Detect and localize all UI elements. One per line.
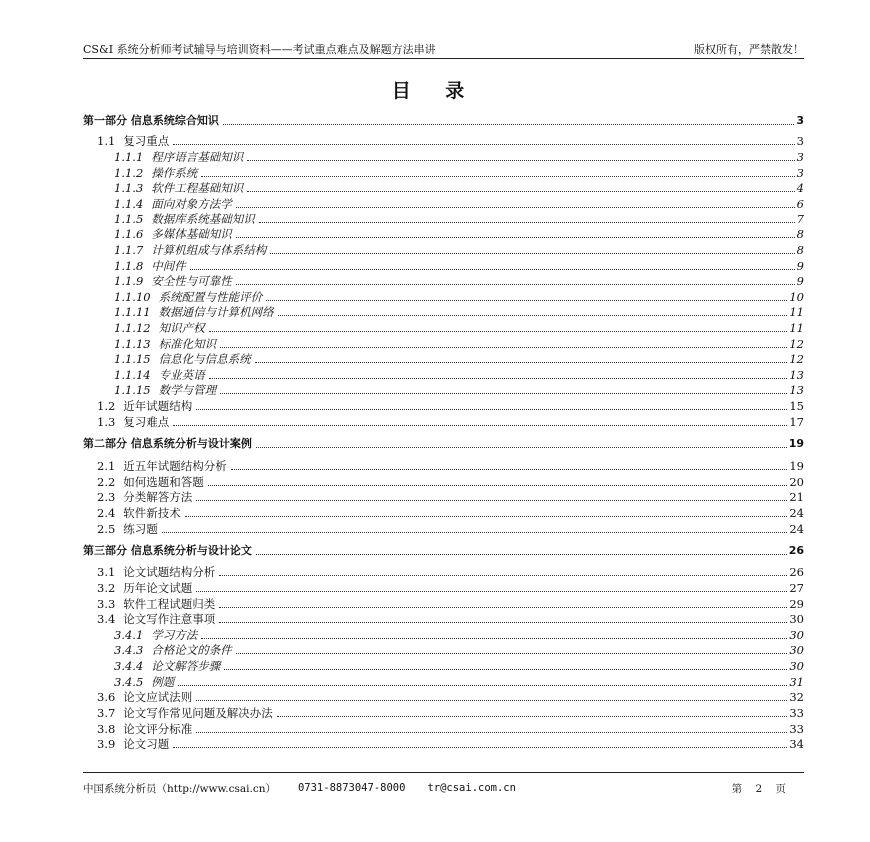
footer-phone: 0731-8873047-8000 [297,782,406,794]
toc-entry-number: 3.6 [97,690,116,704]
dot-leader [259,222,795,223]
toc-entry-text: 例题 [151,675,175,689]
toc-page-number: 33 [789,722,804,736]
dot-leader [196,409,787,410]
toc-entry-text: 知识产权 [158,321,205,335]
toc-entry[interactable] [83,212,804,226]
toc-entry[interactable] [83,659,804,673]
toc-entry-text: 论文写作常见问题及解决办法 [123,706,273,720]
toc-entry[interactable] [83,612,804,626]
toc-entry-text: 中间件 [151,259,186,273]
toc-page-number: 19 [789,459,804,473]
toc-entry[interactable] [83,259,804,273]
toc-entry-number: 2.5 [97,522,116,536]
toc-entry-label [83,197,234,211]
toc-entry[interactable] [83,706,804,720]
toc-entry-label [83,383,218,397]
toc-entry-text: 程序语言基础知识 [151,150,244,164]
dot-leader [236,237,795,238]
toc-entry[interactable] [83,290,804,304]
dot-leader [220,393,787,394]
toc-entry-label [83,399,194,413]
dot-leader [278,315,788,316]
toc-entry-number: 1.1.4 [114,197,144,211]
toc-entry-text: 多媒体基础知识 [151,227,232,241]
toc-entry-number: 1.1.15 [114,352,151,366]
toc-entry-label [83,274,234,288]
toc-entry-text: 论文试题结构分析 [123,565,216,579]
toc-entry-text: 数学与管理 [158,383,217,397]
toc-entry-label [83,166,199,180]
toc-page-number: 9 [796,274,804,288]
toc-page-number: 11 [789,321,804,335]
toc-page-number: 26 [788,544,804,557]
toc-entry-label [83,643,234,657]
toc-entry-number: 1.1.3 [114,181,144,195]
toc-entry-number: 3.4 [97,612,116,626]
dot-leader [224,669,787,670]
footer-email: tr@csai.com.cn [427,782,516,794]
toc-entry-label [83,368,207,382]
toc-entry-text: 数据库系统基础知识 [151,212,255,226]
dot-leader [247,191,794,192]
dot-leader [219,575,787,576]
toc-page-number: 12 [789,352,804,366]
toc-entry-label [83,134,171,148]
toc-entry-text: 软件工程试题归类 [123,597,216,611]
dot-leader [270,253,794,254]
toc-entry-label [83,415,171,429]
header-copyright: 版权所有，严禁散发！ [694,43,804,56]
toc-page-number: 8 [796,243,804,257]
toc-entry-label [83,522,160,536]
toc-entry-number: 1.1.15 [114,383,151,397]
toc-entry[interactable] [83,150,804,164]
toc-page-number: 11 [789,305,804,319]
toc-entry-text: 操作系统 [151,166,198,180]
footer-page-number: 第 2 页 [731,782,786,795]
dot-leader [190,269,795,270]
toc-page-number: 13 [789,383,804,397]
page-footer [83,780,804,796]
toc-entry-number: 1.2 [97,399,116,413]
dot-leader [247,160,794,161]
toc-entry-label [83,722,194,736]
dot-leader [196,500,787,501]
toc-entry-label [83,437,254,451]
toc-entry-text: 第二部分 信息系统分析与设计案例 [83,437,252,450]
toc-page-number: 3 [796,150,804,164]
toc-entry-text: 数据通信与计算机网络 [158,305,274,319]
toc-entry-text: 计算机组成与体系结构 [151,243,267,257]
toc-page-number: 9 [796,259,804,273]
toc-entry-number: 3.4.4 [114,659,144,673]
dot-leader [219,622,787,623]
toc-entry[interactable] [83,628,804,642]
toc-page-number: 3 [796,114,804,127]
toc-entry[interactable] [83,197,804,211]
toc-entry-text: 如何选题和答题 [123,475,204,489]
toc-entry-number: 2.2 [97,475,116,489]
toc-entry-label [83,290,264,304]
toc-entry-label [83,243,268,257]
toc-entry-text: 合格论文的条件 [151,643,232,657]
page-title: 目 录 [391,80,479,102]
toc-page-number: 12 [789,337,804,351]
toc-entry-label [83,305,276,319]
toc-entry-text: 信息化与信息系统 [158,352,251,366]
toc-entry-number: 1.1 [97,134,116,148]
toc-page-number: 26 [789,565,804,579]
toc-entry-text: 标准化知识 [158,337,217,351]
toc-entry[interactable] [83,243,804,257]
page-header [83,40,804,58]
toc-page-number: 30 [789,659,804,673]
toc-entry[interactable] [83,675,804,689]
toc-entry-number: 2.3 [97,490,116,504]
dot-leader [256,447,787,448]
toc-entry-number: 3.8 [97,722,116,736]
toc-entry[interactable] [83,459,804,473]
toc-page-number: 24 [789,522,804,536]
toc-entry-label [83,706,275,720]
toc-entry-label [83,659,222,673]
toc-page-number: 27 [789,581,804,595]
toc-entry-text: 近年试题结构 [123,399,193,413]
toc-entry[interactable] [83,522,804,536]
toc-page-number: 13 [789,368,804,382]
toc-entry-label [83,675,176,689]
toc-entry[interactable] [83,722,804,736]
dot-leader [196,700,787,701]
toc-entry-label [83,490,194,504]
toc-entry-number: 3.7 [97,706,116,720]
toc-page-number: 30 [789,628,804,642]
dot-leader [173,425,787,426]
toc-entry[interactable] [83,565,804,579]
toc-page-number: 33 [789,706,804,720]
toc-entry-number: 2.1 [97,459,116,473]
toc-entry-text: 论文解答步骤 [151,659,221,673]
toc-entry-label [83,321,207,335]
toc-entry-label [83,690,194,704]
dot-leader [220,347,787,348]
toc-entry-text: 第三部分 信息系统分析与设计论文 [83,544,252,557]
toc-part-entry[interactable] [83,114,804,128]
toc-entry-label [83,259,188,273]
toc-entry-text: 分类解答方法 [123,490,193,504]
toc-entry-number: 1.1.6 [114,227,144,241]
header-title: CS&I 系统分析师考试辅导与培训资料——考试重点难点及解题方法串讲 [83,43,436,56]
dot-leader [255,362,788,363]
toc-page-number: 20 [789,475,804,489]
toc-entry-label [83,459,229,473]
toc-entry[interactable] [83,181,804,195]
dot-leader [209,378,788,379]
toc-entry-number: 1.1.8 [114,259,144,273]
toc-entry-label [83,597,217,611]
toc-entry[interactable] [83,643,804,657]
toc-entry-number: 3.1 [97,565,116,579]
toc-entry-text: 论文应试法则 [123,690,193,704]
toc-page-number: 32 [789,690,804,704]
dot-leader [201,638,787,639]
toc-entry-number: 1.1.1 [114,150,144,164]
toc-page-number: 7 [796,212,804,226]
toc-page-number: 3 [796,166,804,180]
toc-entry-text: 安全性与可靠性 [151,274,232,288]
toc-entry-text: 近五年试题结构分析 [123,459,227,473]
toc-entry-text: 系统配置与性能评价 [158,290,263,304]
toc-entry-label [83,212,257,226]
toc-page-number: 4 [796,181,804,195]
dot-leader [223,124,795,125]
dot-leader [185,516,788,517]
toc-page-number: 8 [796,227,804,241]
toc-entry-text: 练习题 [123,522,158,536]
toc-entry-number: 2.4 [97,506,116,520]
toc-part-entry[interactable] [83,544,804,558]
header-divider [83,58,804,59]
toc-entry-label [83,337,218,351]
toc-entry-number: 1.1.2 [114,166,144,180]
toc-page-number: 31 [789,675,804,689]
toc-entry[interactable] [83,305,804,319]
toc-entry-text: 软件工程基础知识 [151,181,244,195]
toc-entry-label [83,475,206,489]
dot-leader [236,653,788,654]
dot-leader [277,716,788,717]
toc-entry-text: 专业英语 [158,368,205,382]
dot-leader [196,732,787,733]
toc-entry-label [83,544,254,558]
toc-entry-text: 论文写作注意事项 [123,612,216,626]
toc-page-number: 30 [789,612,804,626]
toc-entry-number: 1.1.14 [114,368,151,382]
toc-entry-label [83,352,253,366]
toc-entry-text: 复习难点 [123,415,170,429]
toc-entry-text: 学习方法 [151,628,198,642]
toc-entry[interactable] [83,274,804,288]
toc-entry[interactable] [83,737,804,751]
toc-entry[interactable] [83,166,804,180]
toc-page-number: 15 [789,399,804,413]
toc-page-number: 21 [789,490,804,504]
toc-entry-label [83,737,171,751]
toc-entry[interactable] [83,399,804,413]
toc-page-number: 34 [789,737,804,751]
dot-leader [201,176,794,177]
dot-leader [236,284,795,285]
toc-entry-text: 软件新技术 [123,506,181,520]
dot-leader [196,591,787,592]
toc-entry[interactable] [83,690,804,704]
dot-leader [173,747,787,748]
toc-part-entry[interactable] [83,437,804,451]
toc-entry-label [83,114,221,128]
toc-page-number: 19 [788,437,804,450]
dot-leader [266,300,787,301]
footer-site: 中国系统分析员（http://www.csai.cn） [83,782,276,795]
dot-leader [219,607,787,608]
toc-entry-label [83,181,245,195]
toc-entry-number: 3.4.5 [114,675,144,689]
toc-page-number: 24 [789,506,804,520]
dot-leader [208,485,788,486]
toc-entry-number: 1.1.9 [114,274,144,288]
toc-entry-number: 1.1.10 [114,290,151,304]
toc-page-number: 10 [789,290,804,304]
toc-entry-number: 1.1.13 [114,337,151,351]
dot-leader [236,207,795,208]
dot-leader [178,685,787,686]
toc-entry[interactable] [83,383,804,397]
toc-page-number: 6 [796,197,804,211]
toc-entry-number: 1.3 [97,415,116,429]
dot-leader [231,469,788,470]
toc-page-number: 3 [796,134,804,148]
toc-entry[interactable] [83,490,804,504]
toc-entry[interactable] [83,415,804,429]
toc-entry-number: 3.9 [97,737,116,751]
toc-entry[interactable] [83,368,804,382]
toc-entry[interactable] [83,227,804,241]
toc-entry[interactable] [83,352,804,366]
toc-entry-number: 3.2 [97,581,116,595]
toc-entry-label [83,150,245,164]
toc-entry-number: 1.1.7 [114,243,144,257]
dot-leader [162,532,788,533]
toc-entry-label [83,628,199,642]
dot-leader [256,554,787,555]
toc-entry-text: 第一部分 信息系统综合知识 [83,114,219,127]
toc-entry-label [83,506,183,520]
dot-leader [173,144,794,145]
toc-entry[interactable] [83,134,804,148]
toc-entry-number: 3.4.1 [114,628,144,642]
toc-page-number: 29 [789,597,804,611]
toc-entry-number: 1.1.11 [114,305,151,319]
toc-entry-number: 3.4.3 [114,643,144,657]
toc-entry-text: 复习重点 [123,134,170,148]
toc-entry-text: 历年论文试题 [123,581,193,595]
toc-entry-number: 1.1.12 [114,321,151,335]
toc-page-number: 30 [789,643,804,657]
toc-entry[interactable] [83,597,804,611]
toc-entry-text: 论文习题 [123,737,170,751]
toc-entry-label [83,565,217,579]
toc-entry[interactable] [83,475,804,489]
toc-entry[interactable] [83,337,804,351]
toc-entry[interactable] [83,581,804,595]
toc-entry-label [83,581,194,595]
dot-leader [209,331,788,332]
toc-entry-text: 论文评分标准 [123,722,193,736]
toc-entry-text: 面向对象方法学 [151,197,232,211]
footer-divider [83,772,804,773]
toc-entry-number: 1.1.5 [114,212,144,226]
toc-entry-number: 3.3 [97,597,116,611]
toc-entry[interactable] [83,321,804,335]
toc-entry-label [83,612,217,626]
toc-entry[interactable] [83,506,804,520]
toc-entry-label [83,227,234,241]
toc-page-number: 17 [789,415,804,429]
